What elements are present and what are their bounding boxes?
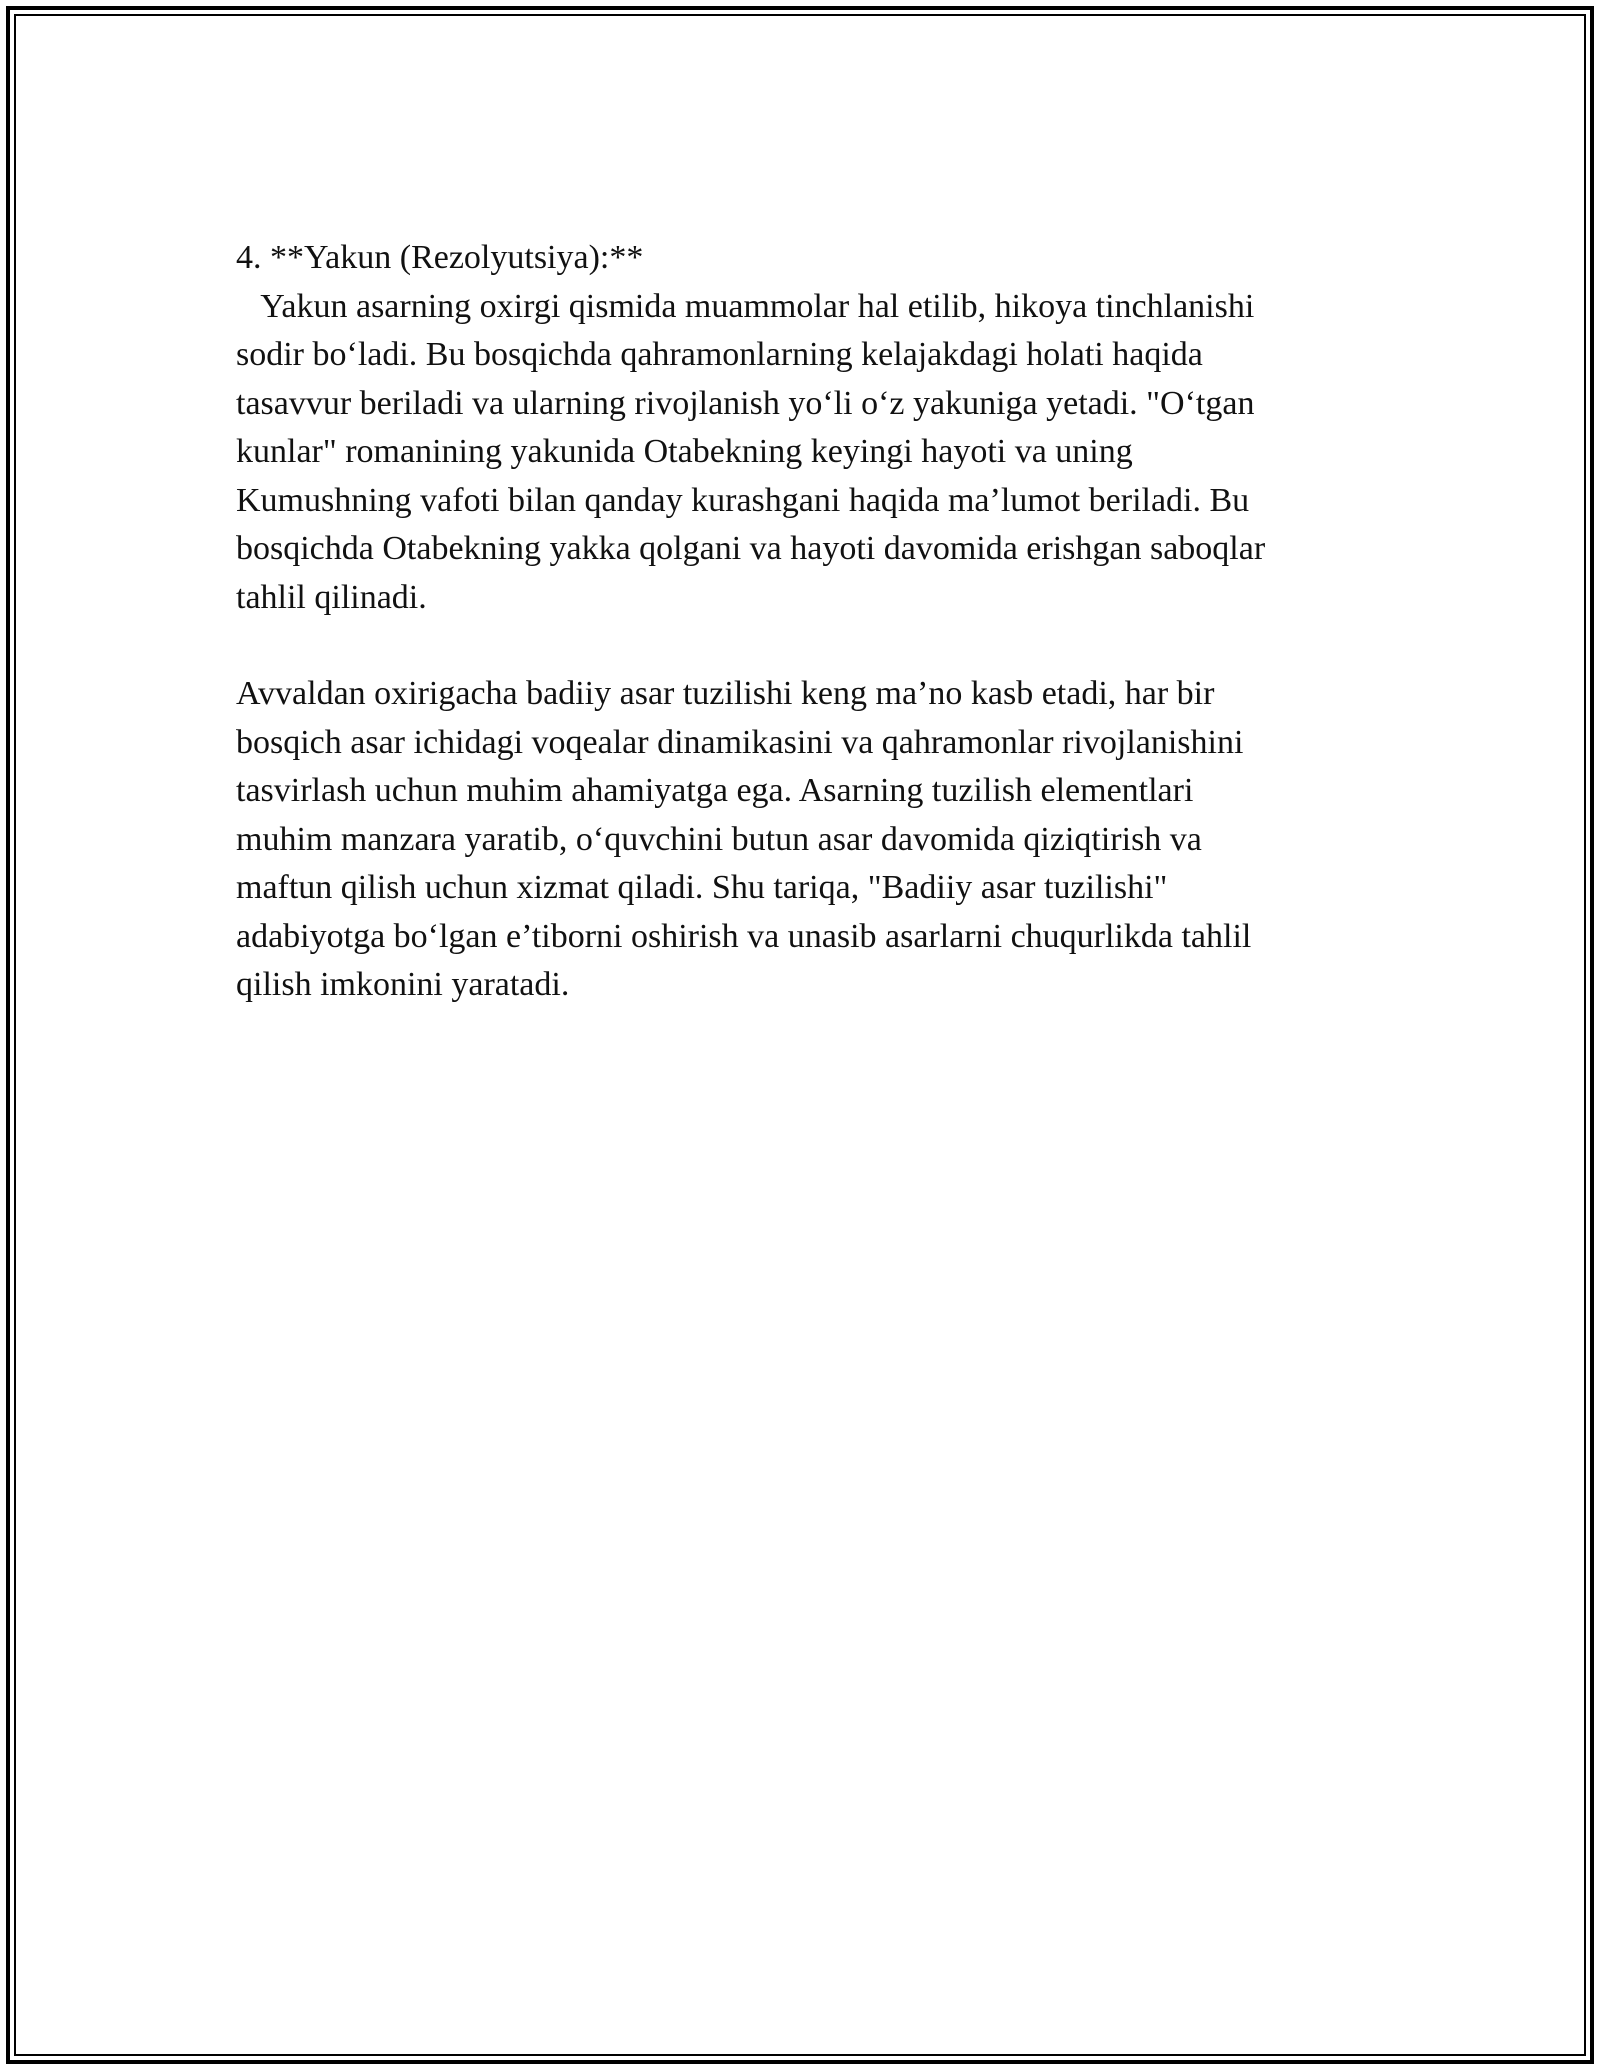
text-line: muhim manzara yaratib, o‘quvchini butun asar davomida qiziqtirish va xyxy=(236,820,1202,858)
document-body xyxy=(236,234,1356,1010)
text-line: tasavvur beriladi va ularning rivojlanish yo‘li o‘z yakuniga yetadi. "O‘tgan xyxy=(236,384,1255,422)
text-line: tahlil qilinadi. xyxy=(236,578,427,616)
section-heading: 4. **Yakun (Rezolyutsiya):** xyxy=(236,239,644,276)
paragraph-resolution xyxy=(236,283,1356,623)
paragraph-conclusion xyxy=(236,670,1356,1010)
text-line: maftun qilish uchun xizmat qiladi. Shu tariqa, "Badiiy asar tuzilishi" xyxy=(236,869,1168,906)
text-line: tasvirlash uchun muhim ahamiyatga ega. Asarning tuzilish elementlari xyxy=(236,772,1194,809)
text-line: sodir bo‘ladi. Bu bosqichda qahramonlarning kelajakdagi holati haqida xyxy=(236,336,1203,373)
text-line: kunlar" romanining yakunida Otabekning keyingi hayoti va uning xyxy=(236,433,1133,470)
text-line: Avvaldan oxirigacha badiiy asar tuzilishi keng ma’no kasb etadi, har bir xyxy=(236,675,1215,712)
text-line: bosqich asar ichidagi voqealar dinamikasini va qahramonlar rivojlanishini xyxy=(236,723,1244,761)
text-line: Kumushning vafoti bilan qanday kurashgani haqida ma’lumot beriladi. Bu xyxy=(236,481,1250,519)
text-line: bosqichda Otabekning yakka qolgani va hayoti davomida erishgan saboqlar xyxy=(236,530,1266,567)
paragraph-spacer xyxy=(236,622,1356,670)
text-line: adabiyotga bo‘lgan e’tiborni oshirish va unasib asarlarni chuqurlikda tahlil xyxy=(236,917,1252,955)
text-line: qilish imkonini yaratadi. xyxy=(236,966,570,1003)
text-line: Yakun asarning oxirgi qismida muammolar hal etilib, hikoya tinchlanishi xyxy=(236,287,1255,325)
